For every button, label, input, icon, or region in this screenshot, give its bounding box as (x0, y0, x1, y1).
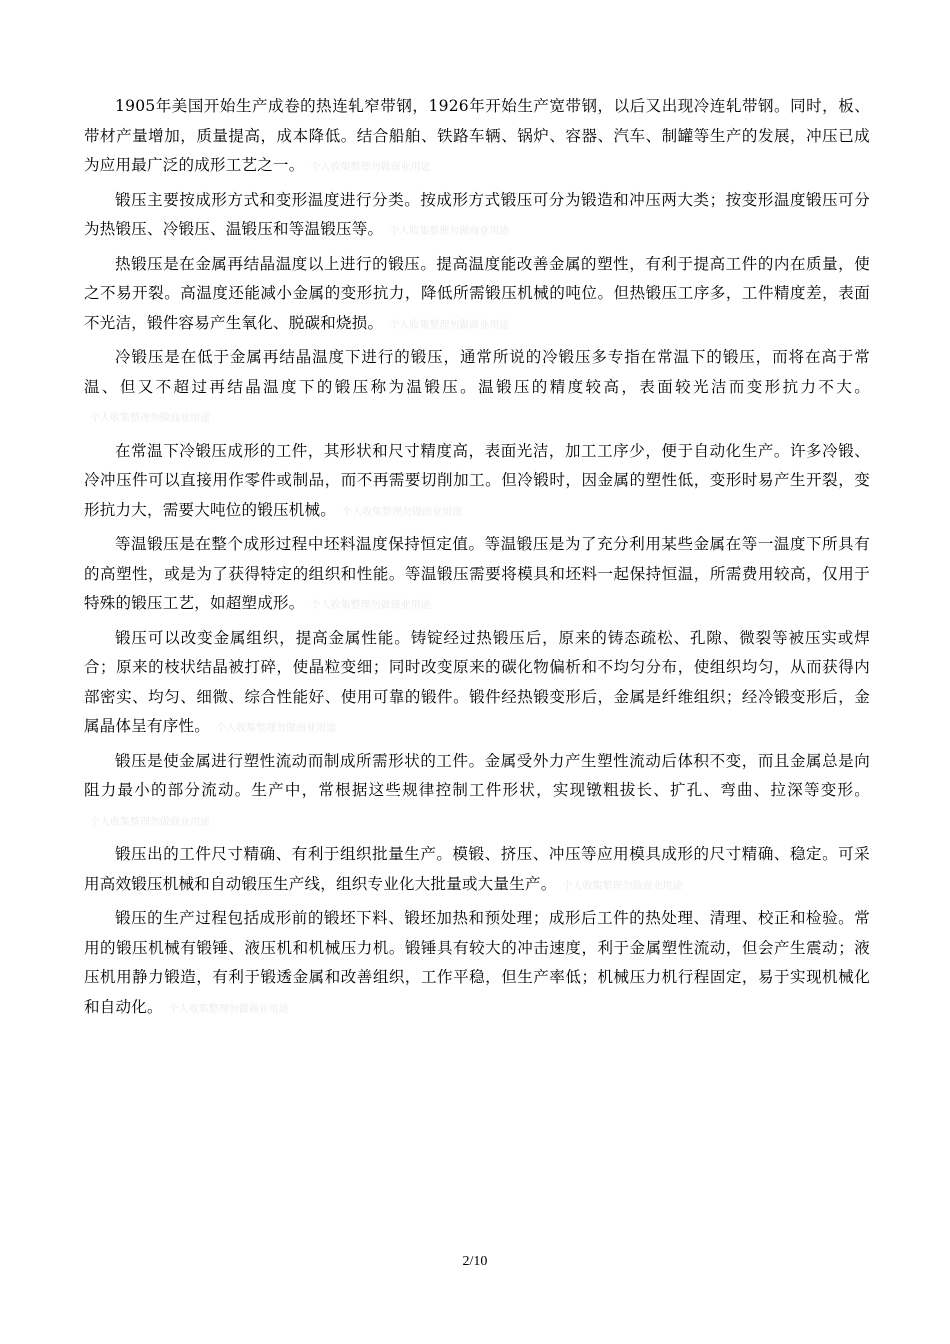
paragraph-6 (84, 530, 870, 621)
watermark-text: 个人收集整理勿做商业用途 (216, 723, 337, 734)
paragraph-8 (84, 747, 870, 838)
paragraph-2 (84, 186, 870, 247)
watermark-text: 个人收集整理勿做商业用途 (310, 162, 431, 173)
watermark-text: 个人收集整理勿做商业用途 (90, 413, 210, 424)
paragraph-text: 锻压主要按成形方式和变形温度进行分类。按成形方式锻压可分为锻造和冲压两大类；按变形温度锻压可分为热锻压、冷锻压、温锻压和等温锻压等。 (84, 190, 870, 238)
watermark-text: 个人收集整理勿做商业用途 (389, 319, 510, 331)
paragraph-text: 热锻压是在金属再结晶温度以上进行的锻压。提高温度能改善金属的塑性，有利于提高工件的内在质量，使之不易开裂。高温度还能减小金属的变形抗力，降低所需锻压机械的吨位。但热锻压工序多，工件精度差，表面不光洁，锻件容易产生氧化、脱碳和烧损。 (84, 254, 870, 332)
paragraph-4 (84, 343, 870, 434)
watermark-text: 个人收集整理勿做商业用途 (90, 816, 210, 828)
paragraph-3 (84, 250, 870, 341)
paragraph-9 (84, 840, 870, 901)
paragraph-text: 锻压出的工件尺寸精确、有利于组织批量生产。模锻、挤压、冲压等应用模具成形的尺寸精确、稳定。可采用高效锻压机械和自动锻压生产线，组织专业化大批量或大量生产。 (84, 845, 870, 893)
watermark-text: 个人收集整理勿做商业用途 (168, 1003, 289, 1015)
document-body (84, 92, 870, 1024)
paragraph-text: 锻压的生产过程包括成形前的锻坯下料、锻坯加热和预处理；成形后工件的热处理、清理、校正和检验。常用的锻压机械有锻锤、液压机和机械压力机。锻锤具有较大的冲击速度，利于金属塑性流动，但会产生震动；液压机用静力锻造，有利于锻透金属和改善组织，工作平稳，但生产率低；机械压力机行程固定，易于实现机械化和自动化。 (84, 909, 870, 1016)
watermark-text: 个人收集整理勿做商业用途 (562, 880, 683, 892)
paragraph-text: 在常温下冷锻压成形的工件，其形状和尺寸精度高，表面光洁，加工工序少，便于自动化生产。许多冷锻、冷冲压件可以直接用作零件或制品，而不再需要切削加工。但冷锻时，因金属的塑性低，变形时易产生开裂，变形抗力大，需要大吨位的锻压机械。 (84, 441, 870, 519)
paragraph-10 (84, 904, 870, 1024)
paragraph-1 (84, 92, 870, 183)
paragraph-7 (84, 624, 870, 744)
page-number: 2/10 (462, 1254, 488, 1269)
paragraph-text: 1905年美国开始生产成卷的热连轧窄带钢，1926年开始生产宽带钢，以后又出现冷连轧带钢。同时，板、带材产量增加，质量提高，成本降低。结合船舶、铁路车辆、锅炉、容器、汽车、制罐等生产的发展，冲压已成为应用最广泛的成形工艺之一。 (84, 97, 870, 174)
paragraph-5 (84, 437, 870, 528)
watermark-text: 个人收集整理勿做商业用途 (389, 226, 510, 237)
watermark-text: 个人收集整理勿做商业用途 (310, 600, 431, 611)
paragraph-text: 锻压是使金属进行塑性流动而制成所需形状的工件。金属受外力产生塑性流动后体积不变，而且金属总是向阻力最小的部分流动。生产中，常根据这些规律控制工件形状，实现镦粗拔长、扩孔、弯曲、拉深等变形。 (84, 751, 870, 799)
paragraph-text: 锻压可以改变金属组织，提高金属性能。铸锭经过热锻压后，原来的铸态疏松、孔隙、微裂等被压实或焊合；原来的枝状结晶被打碎，使晶粒变细；同时改变原来的碳化物偏析和不均匀分布，使组织均匀，从而获得内部密实、均匀、细微、综合性能好、使用可靠的锻件。锻件经热锻变形后，金属是纤维组织；经冷锻变形后，金属晶体呈有序性。 (84, 628, 870, 735)
paragraph-text: 等温锻压是在整个成形过程中坯料温度保持恒定值。等温锻压是为了充分利用某些金属在等一温度下所具有的高塑性，或是为了获得特定的组织和性能。等温锻压需要将模具和坯料一起保持恒温，所需费用较高，仅用于特殊的锻压工艺，如超塑成形。 (84, 535, 870, 612)
watermark-text: 个人收集整理勿做商业用途 (342, 506, 463, 518)
paragraph-text: 冷锻压是在低于金属再结晶温度下进行的锻压，通常所说的冷锻压多专指在常温下的锻压，而将在高于常温、但又不超过再结晶温度下的锻压称为温锻压。温锻压的精度较高，表面较光洁而变形抗力不大。 (84, 348, 870, 396)
